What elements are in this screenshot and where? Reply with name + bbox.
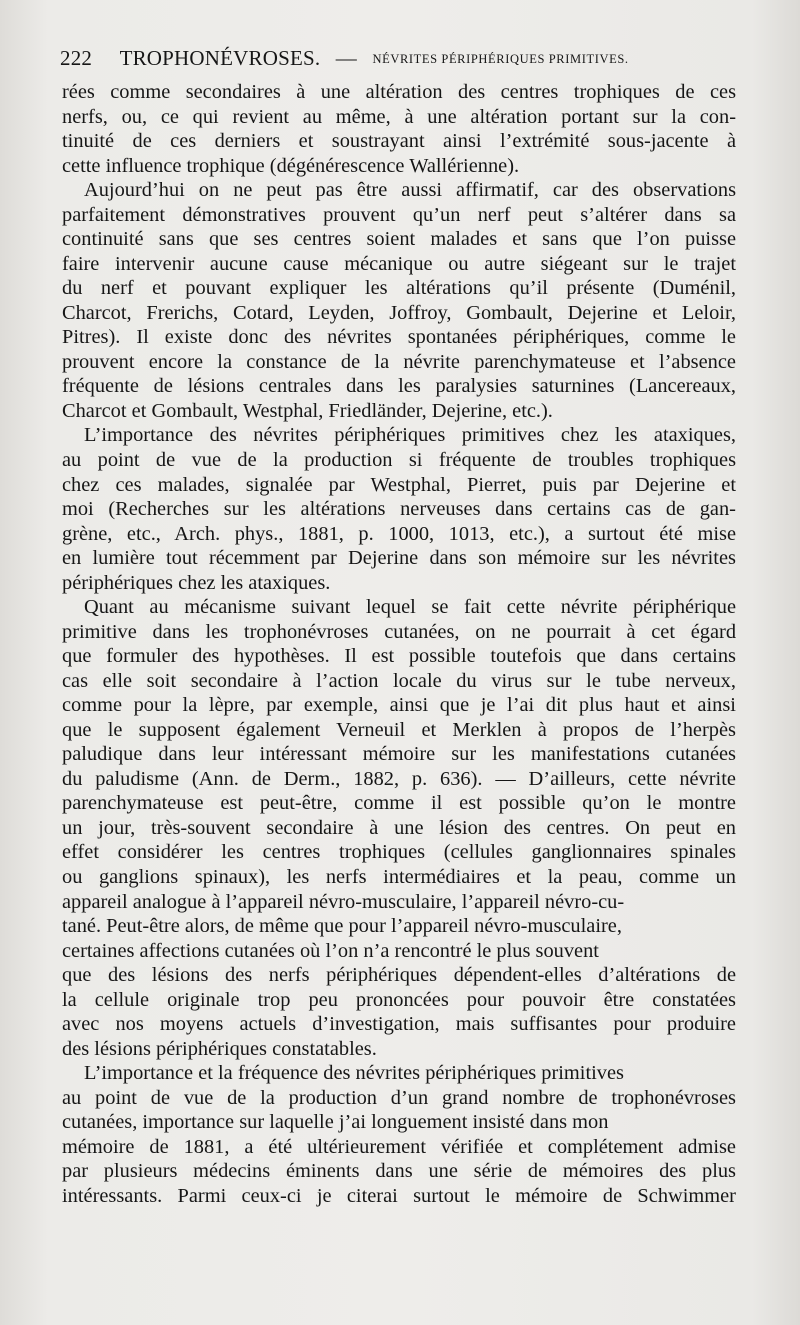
text-line: tinuité de ces derniers et soustrayant ainsi l’extrémité sous-jacente à (62, 130, 737, 153)
header-dash: — (335, 46, 357, 70)
text-line: prouvent encore la constance de la névrite parenchymateuse et l’absence (62, 350, 736, 373)
text-line: Charcot et Gombault, Westphal, Friedländer, Dejerine, etc.). (62, 399, 553, 422)
text-line: cette influence trophique (dégénérescence Wallérienne). (62, 154, 520, 177)
text-line: L’importance et la fréquence des névrites périphériques primitives (84, 1062, 624, 1085)
text-line: par plusieurs médecins éminents dans une série de mémoires des plus (62, 1160, 736, 1183)
text-line: Quant au mécanisme suivant lequel se fait cette névrite périphérique (84, 596, 737, 619)
text-line: du paludisme (Ann. de Derm., 1882, p. 636). — D’ailleurs, cette névrite (62, 767, 736, 790)
text-line: parfaitement démonstratives prouvent qu’un nerf peut s’altérer dans sa (62, 203, 736, 226)
text-line: faire intervenir aucune cause mécanique ou autre siégeant sur le trajet (62, 252, 736, 275)
text-line: ou ganglions spinaux), les nerfs intermédiaires et la peau, comme un (62, 866, 736, 888)
text-line: certaines affections cutanées où l’on n’a rencontré le plus souvent (62, 939, 599, 962)
text-line: que formuler des hypothèses. Il est possible toutefois que dans certains (62, 645, 736, 668)
text-line: paludique dans leur intéressant mémoire sur les manifestations cutanées (62, 743, 736, 766)
text-line: rées comme secondaires à une altération des centres trophiques de ces (62, 81, 736, 103)
text-line: intéressants. Parmi ceux-ci je citerai surtout le mémoire de Schwimmer (62, 1184, 736, 1207)
body-text (62, 80, 736, 1208)
text-line: mémoire de 1881, a été ultérieurement vérifiée et complétement admise (62, 1135, 736, 1158)
page-number: 222 (60, 46, 93, 70)
running-header (60, 46, 740, 76)
text-line: périphériques chez les ataxiques. (62, 571, 331, 594)
text-line: la cellule originale trop peu prononcées pour pouvoir être constatées (62, 988, 736, 1011)
text-line: Aujourd’hui on ne peut pas être aussi affirmatif, car des observations (84, 179, 737, 202)
running-title: TROPHONÉVROSES. (119, 46, 321, 70)
paragraph (62, 1061, 736, 1208)
text-line: Pitres). Il existe donc des névrites spontanées périphériques, comme le (62, 326, 736, 349)
text-line: cutanées, importance sur laquelle j’ai longuement insisté dans mon (62, 1111, 609, 1134)
running-subtitle: NÉVRITES PÉRIPHÉRIQUES PRIMITIVES. (372, 52, 629, 66)
text-line: que des lésions des nerfs périphériques dépendent-elles d’altérations de (62, 964, 736, 987)
text-line: fréquente de lésions centrales dans les paralysies saturnines (Lancereaux, (62, 375, 737, 398)
paragraph (62, 178, 736, 423)
text-line: appareil analogue à l’appareil névro-musculaire, l’appareil névro-cu- (62, 890, 625, 913)
text-line: Charcot, Frerichs, Cotard, Leyden, Joffroy, Gombault, Dejerine et Leloir, (62, 301, 737, 324)
text-line: L’importance des névrites périphériques primitives chez les ataxiques, (84, 424, 736, 447)
paragraph (62, 423, 736, 595)
text-line: chez ces malades, signalée par Westphal, Pierret, puis par Dejerine et (62, 473, 736, 496)
text-line: du nerf et pouvant expliquer les altérations qu’il présente (Duménil, (62, 277, 737, 300)
text-line: grène, etc., Arch. phys., 1881, p. 1000, 1013, etc.), a surtout été mise (62, 522, 737, 545)
paragraph (62, 80, 736, 178)
paragraph (62, 595, 736, 1061)
text-line: en lumière tout récemment par Dejerine dans son mémoire sur les névrites (62, 547, 736, 570)
text-line: moi (Recherches sur les altérations nerveuses dans certains cas de gan- (62, 498, 736, 521)
text-line: que le supposent également Verneuil et Merklen à propos de l’herpès (62, 718, 736, 741)
text-line: effet considérer les centres trophiques (cellules ganglionnaires spinales (62, 841, 736, 864)
text-line: tané. Peut-être alors, de même que pour l’appareil névro-musculaire, (62, 915, 622, 938)
text-line: parenchymateuse est peut-être, comme il est possible qu’on le montre (62, 792, 736, 815)
text-line: au point de vue de la production d’un grand nombre de trophonévroses (62, 1086, 736, 1109)
text-line: comme pour la lèpre, par exemple, ainsi que je l’ai dit plus haut et ainsi (62, 694, 736, 717)
text-line: cas elle soit secondaire à l’action locale du virus sur le tube nerveux, (62, 669, 736, 692)
text-line: avec nos moyens actuels d’investigation, mais suffisantes pour produire (62, 1013, 736, 1036)
text-line: nerfs, ou, ce qui revient au même, à une altération portant sur la con- (62, 105, 736, 128)
text-line: un jour, très-souvent secondaire à une lésion des centres. On peut en (62, 816, 736, 839)
text-line: continuité sans que ses centres soient malades et sans que l’on puisse (62, 228, 736, 251)
text-line: primitive dans les trophonévroses cutanées, on ne pourrait à cet égard (62, 620, 737, 643)
text-line: au point de vue de la production si fréquente de troubles trophiques (62, 448, 737, 471)
text-line: des lésions périphériques constatables. (62, 1037, 377, 1060)
